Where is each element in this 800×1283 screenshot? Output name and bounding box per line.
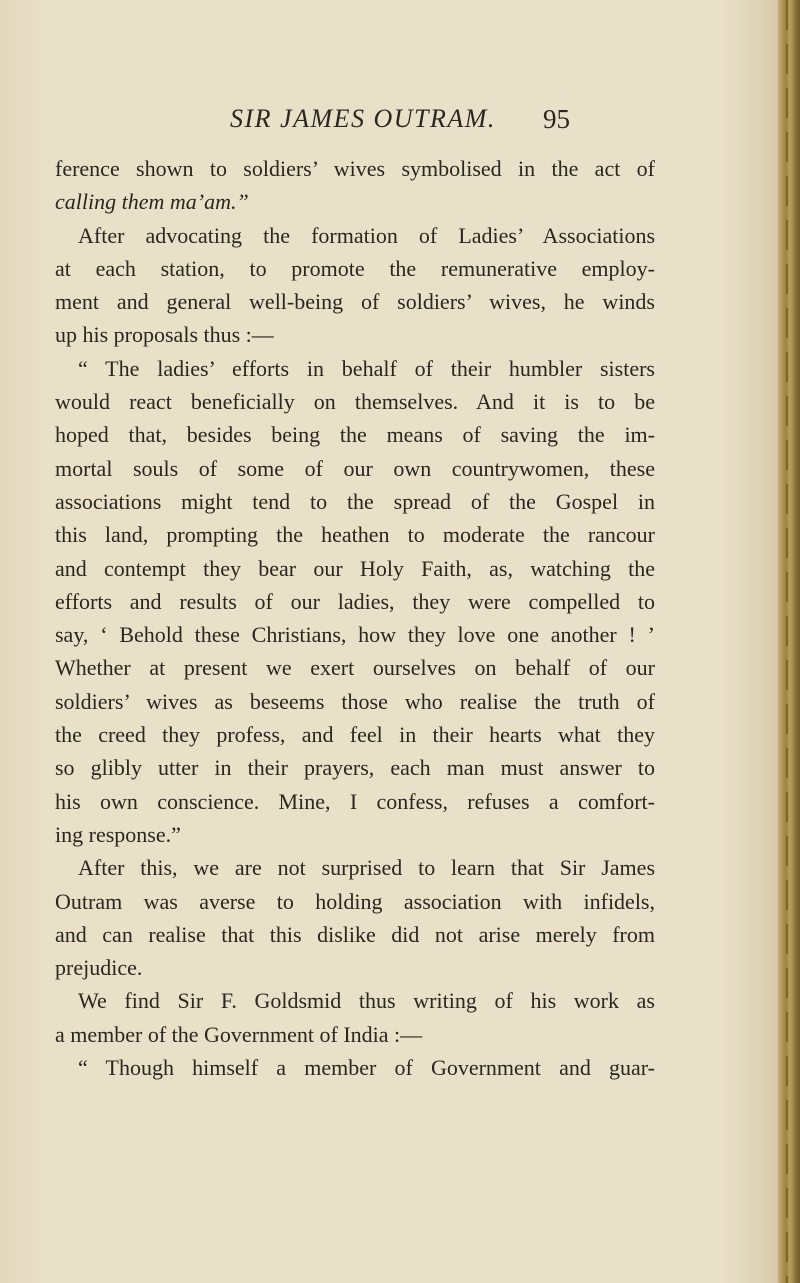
text-line: at each station, to promote the remunerative employ- <box>55 255 655 281</box>
text-line: this land, prompting the heathen to moderate the rancour <box>55 522 655 548</box>
page-number: 95 <box>543 104 570 134</box>
text-line: ference shown to soldiers’ wives symbolised in the act of <box>55 156 655 181</box>
text-line: the creed they profess, and feel in their hearts what they <box>55 722 655 748</box>
text-line: Whether at present we exert ourselves on behalf of our <box>55 655 655 681</box>
text-line: ing response.” <box>55 821 181 847</box>
text-line: calling them ma’am.” <box>55 189 249 215</box>
text-line: prejudice. <box>55 955 143 981</box>
running-head <box>230 100 570 140</box>
text-line: mortal souls of some of our own countrywomen, these <box>55 455 655 481</box>
text-line: a member of the Government of India :— <box>55 1021 423 1047</box>
text-line: so glibly utter in their prayers, each man must answer to <box>55 755 655 781</box>
text-line: hoped that, besides being the means of saving the im- <box>55 422 655 448</box>
text-line: ment and general well-being of soldiers’ wives, he winds <box>55 289 655 315</box>
text-line: After this, we are not surprised to learn that Sir James <box>78 855 655 881</box>
text-line: and contempt they bear our Holy Faith, as, watching the <box>55 555 655 581</box>
text-line: soldiers’ wives as beseems those who realise the truth of <box>55 688 655 714</box>
text-line: After advocating the formation of Ladies’ Associations <box>78 222 655 248</box>
body-text <box>55 152 655 1084</box>
text-line: would react beneficially on themselves. And it is to be <box>55 389 655 415</box>
text-line: We find Sir F. Goldsmid thus writing of his work as <box>78 988 655 1014</box>
text-line: efforts and results of our ladies, they were compelled to <box>55 588 655 614</box>
text-line: Outram was averse to holding association with infidels, <box>55 888 655 914</box>
text-line: “ The ladies’ efforts in behalf of their humbler sisters <box>78 355 655 381</box>
text-line: “ Though himself a member of Government and guar- <box>78 1055 655 1081</box>
running-title: SIR JAMES OUTRAM. <box>230 104 496 133</box>
text-line: say, ‘ Behold these Christians, how they love one another ! ’ <box>55 622 655 648</box>
text-line: and can realise that this dislike did not arise merely from <box>55 921 655 947</box>
text-line: associations might tend to the spread of the Gospel in <box>55 488 655 514</box>
book-binding-edge <box>778 0 800 1283</box>
text-line: up his proposals thus :— <box>55 322 274 348</box>
text-line: his own conscience. Mine, I confess, refuses a comfort- <box>55 788 655 814</box>
